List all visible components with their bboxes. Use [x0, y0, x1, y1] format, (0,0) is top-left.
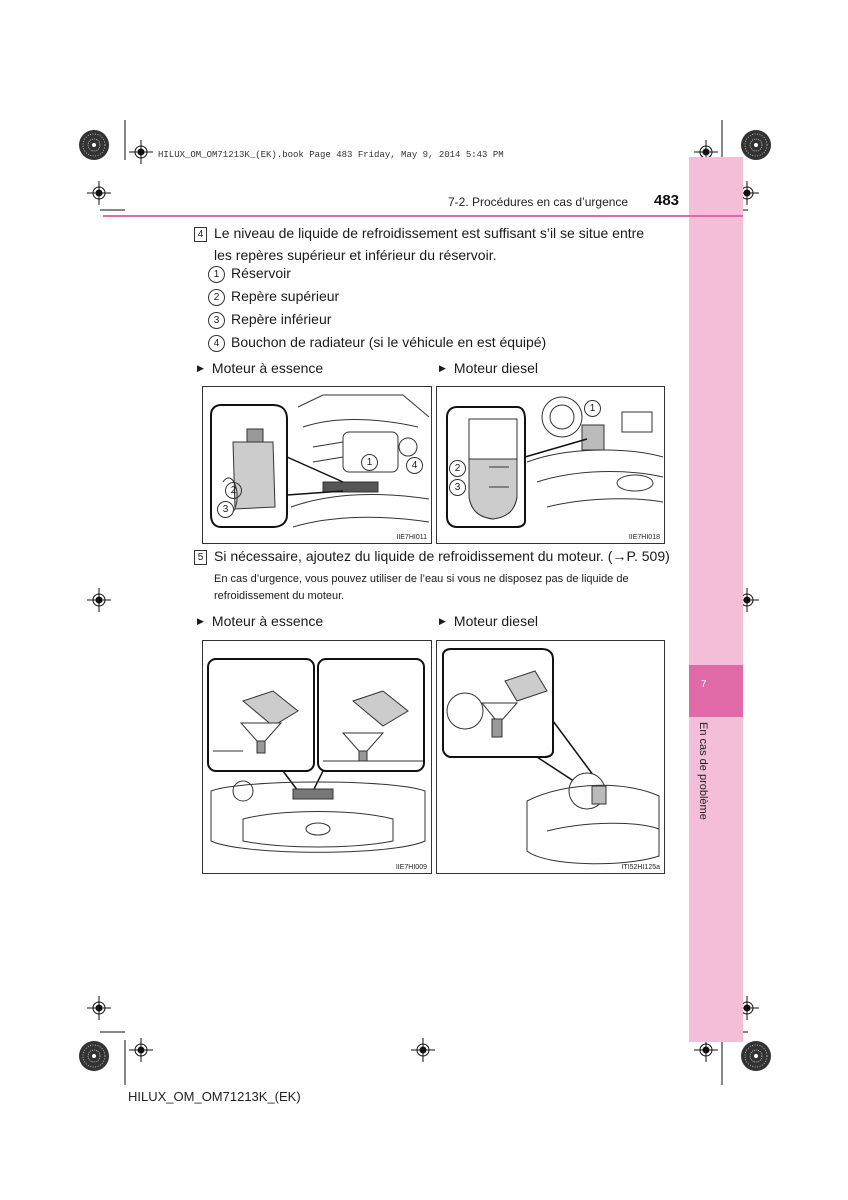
page-reference-link[interactable]: P. 509) [626, 548, 670, 564]
petrol-engine-label [197, 613, 323, 629]
figure-code: IIE7HI018 [628, 534, 660, 541]
triangle-bullet-icon: ▶ [197, 616, 204, 626]
step4-text: Le niveau de liquide de refroidissement est suffisant s’il se situe entre les repères supérieur et inférieur du réservoir. [214, 225, 645, 263]
triangle-bullet-icon: ▶ [197, 363, 204, 373]
petrol-engine-label-text: Moteur à essence [211, 613, 324, 629]
figure-code: ITI52HI125a [621, 864, 660, 871]
petrol-engine-label [197, 360, 323, 376]
list-item [208, 288, 339, 306]
figure-diesel-filling [436, 640, 665, 874]
callout-number: 4 [406, 457, 423, 474]
list-item-label: Bouchon de radiateur (si le véhicule en est équipé) [231, 334, 547, 350]
coolant-filling-illustration [203, 641, 431, 873]
engine-bay-illustration [437, 387, 664, 543]
side-tab-label: En cas de problème [697, 722, 709, 820]
list-item-label: Repère inférieur [231, 311, 332, 327]
triangle-bullet-icon: ▶ [439, 616, 446, 626]
side-tab-strip [689, 157, 743, 1042]
step-number-box: 5 [194, 550, 207, 565]
callout-number: 2 [449, 460, 466, 477]
figure-diesel-reservoir [436, 386, 665, 544]
diesel-engine-label [439, 613, 538, 629]
side-tab-active[interactable] [689, 665, 743, 717]
callout-number: 3 [449, 479, 466, 496]
coolant-filling-illustration [437, 641, 664, 873]
step5-text [214, 545, 670, 567]
list-item-label: Repère supérieur [231, 288, 340, 304]
callout-number: 1 [208, 266, 225, 283]
page-number: 483 [654, 192, 680, 209]
callout-number: 3 [217, 501, 234, 518]
arrow-icon: → [612, 548, 627, 564]
list-item [208, 311, 331, 329]
triangle-bullet-icon: ▶ [439, 363, 446, 373]
callout-number: 1 [584, 400, 601, 417]
callout-number: 1 [361, 454, 378, 471]
step5-text-main: Si nécessaire, ajoutez du liquide de refroidissement du moteur. ( [214, 548, 613, 564]
step-number-box: 4 [194, 227, 207, 242]
diesel-engine-label [439, 360, 538, 376]
section-title: 7-2. Procédures en cas d’urgence [448, 195, 629, 209]
figure-code: IIE7HI011 [396, 534, 427, 541]
figure-petrol-filling [202, 640, 432, 874]
step5-note: En cas d’urgence, vous pouvez utiliser de l’eau si vous ne disposez pas de liquide de refroidissement du moteur. [214, 573, 629, 602]
list-item-label: Réservoir [231, 265, 291, 281]
callout-number: 2 [208, 289, 225, 306]
header-rule [103, 215, 743, 217]
callout-number: 4 [208, 335, 225, 352]
figure-code: IIE7HI009 [395, 864, 427, 871]
figure-petrol-reservoir [202, 386, 432, 544]
diesel-engine-label-text: Moteur diesel [453, 613, 538, 629]
diesel-engine-label-text: Moteur diesel [453, 360, 538, 376]
list-item [208, 334, 546, 352]
footer-doc-id: HILUX_OM_OM71213K_(EK) [128, 1089, 301, 1104]
print-header: HILUX_OM_OM71213K_(EK).book Page 483 Friday, May 9, 2014 5:43 PM [158, 150, 504, 160]
list-item [208, 265, 291, 283]
petrol-engine-label-text: Moteur à essence [211, 360, 324, 376]
engine-bay-illustration [203, 387, 431, 543]
callout-number: 2 [225, 482, 242, 499]
callout-number: 3 [208, 312, 225, 329]
side-tab-number: 7 [701, 679, 707, 690]
